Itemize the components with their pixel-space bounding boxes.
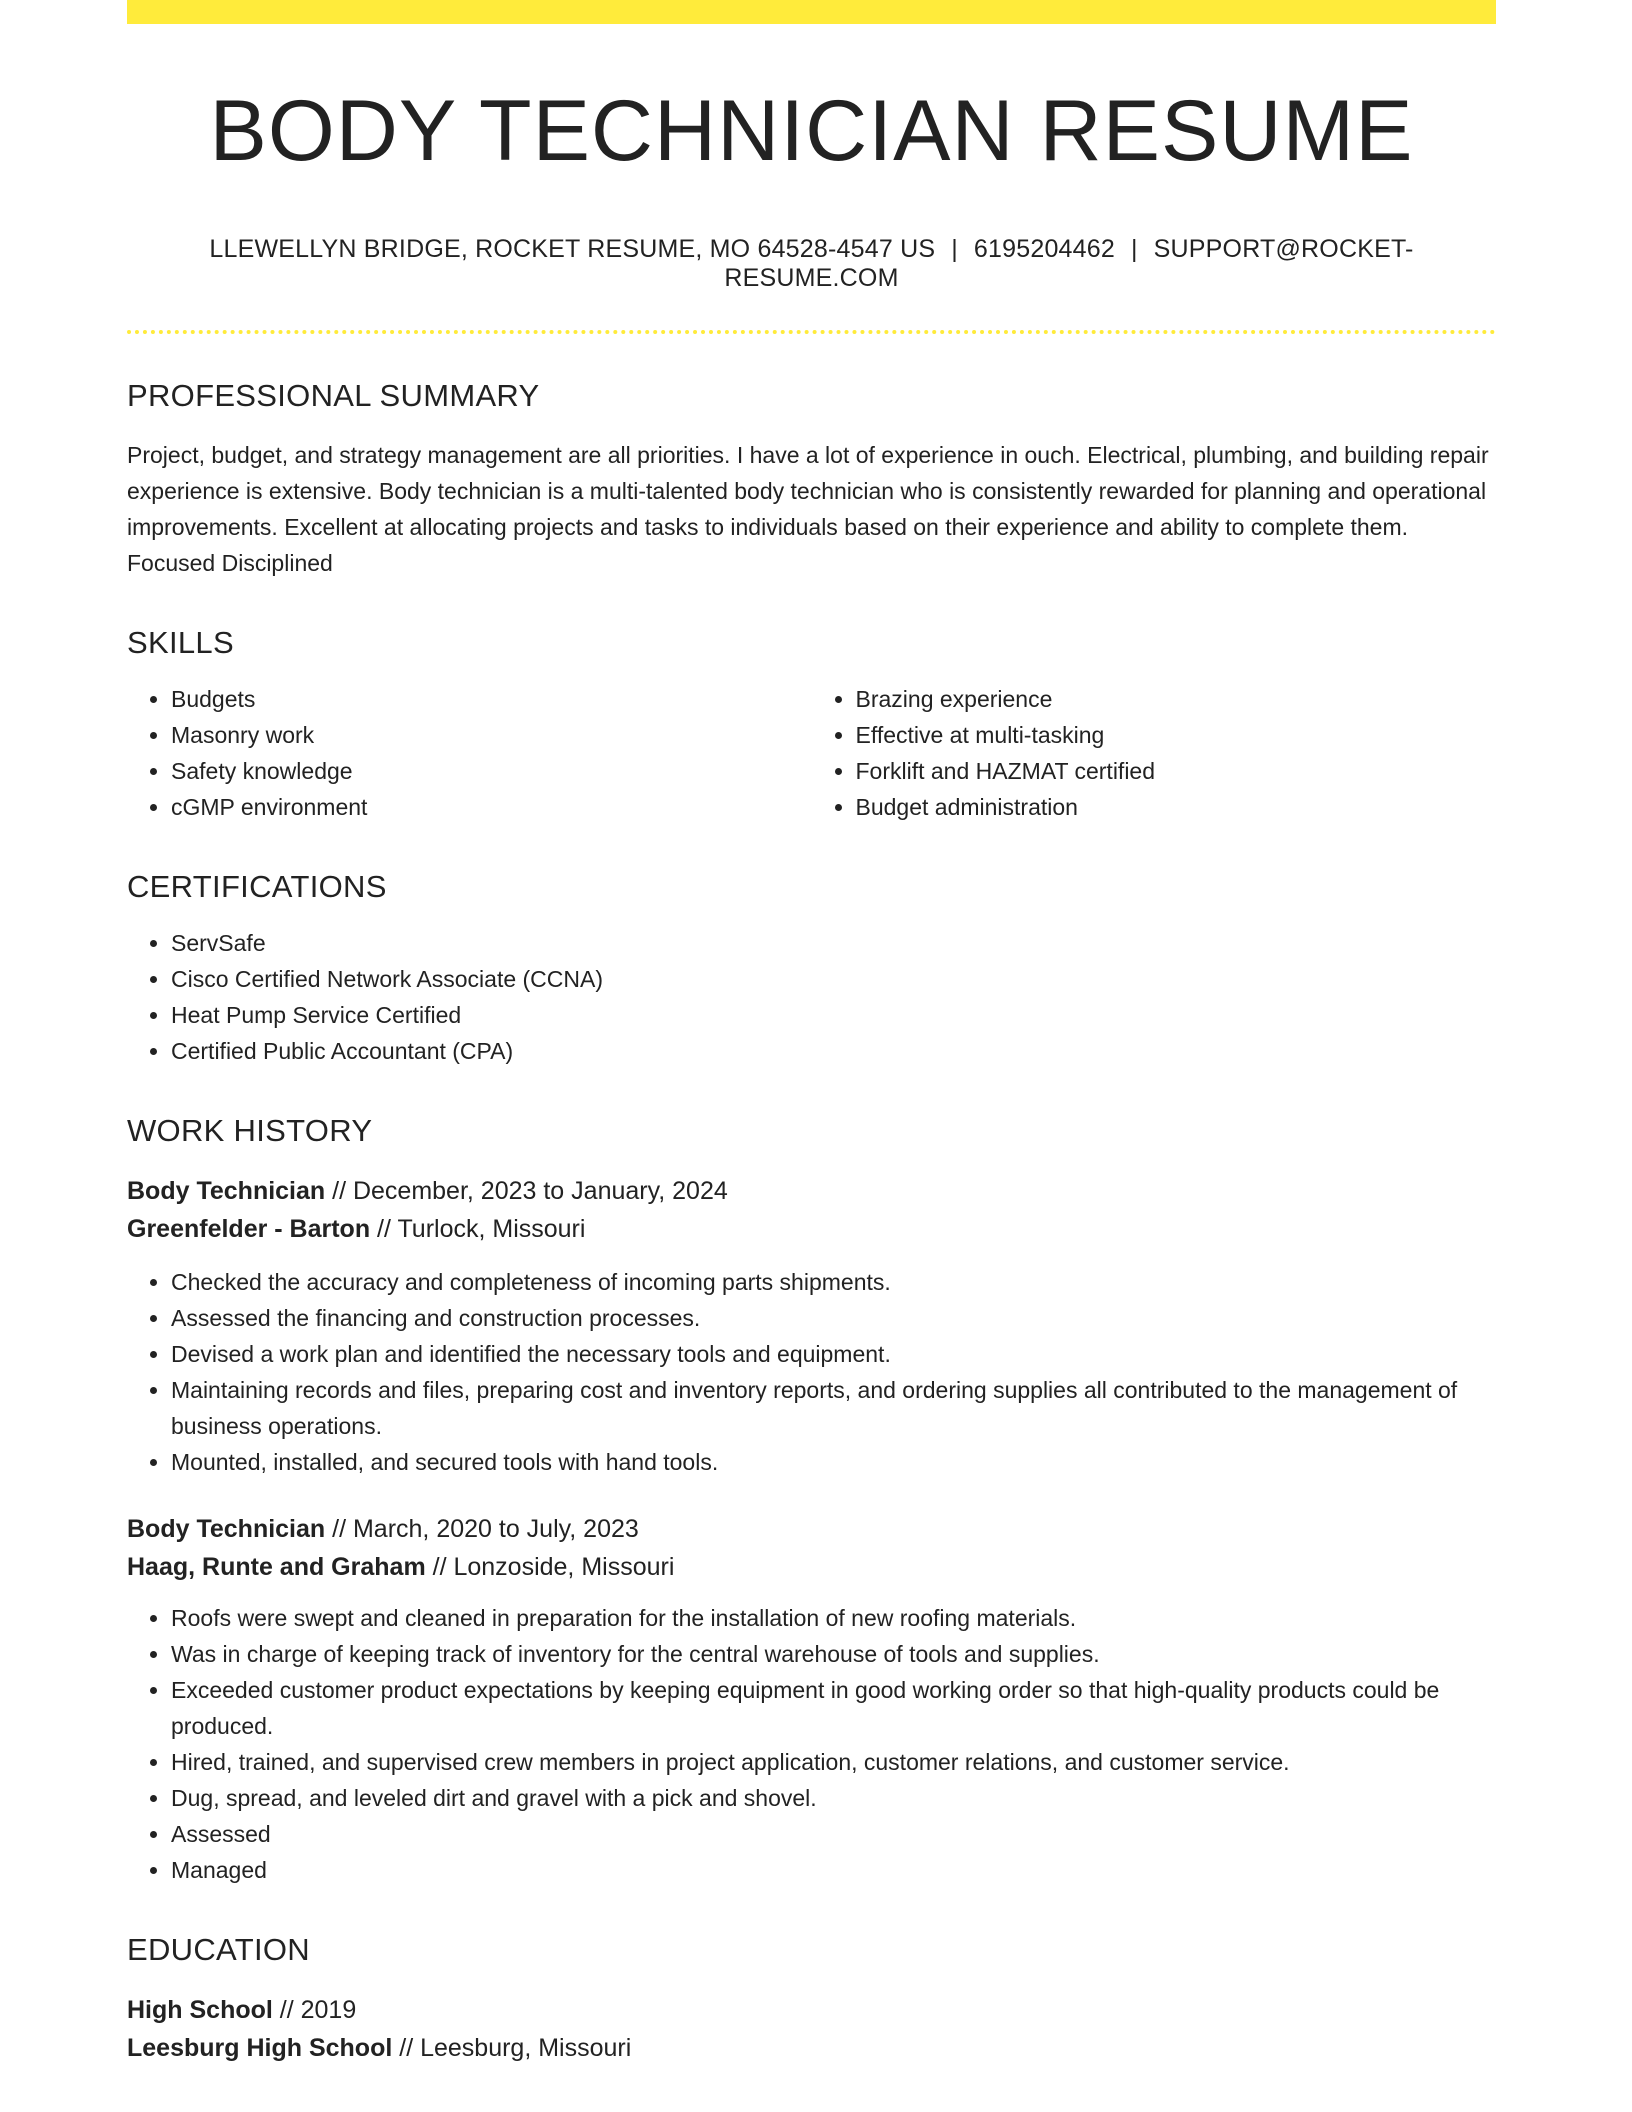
job-duty: • Assessed — [171, 1816, 1496, 1852]
job-duty: • Mounted, installed, and secured tools with hand tools. — [171, 1444, 1496, 1480]
resume-page — [127, 0, 1496, 2067]
contact-separator: | — [951, 234, 958, 263]
work-history-heading: WORK HISTORY — [127, 1112, 373, 1148]
job-title-line — [127, 1510, 1496, 1548]
job-duty: • Maintaining records and files, preparing cost and inventory reports, and ordering supplies all contributed to the management of business operations. — [171, 1372, 1496, 1444]
job-location: // Lonzoside, Missouri — [425, 1552, 675, 1581]
certifications-list — [127, 925, 1496, 1069]
education-heading: EDUCATION — [127, 1931, 310, 1967]
education-school: Leesburg High School — [127, 2033, 393, 2062]
summary-heading: PROFESSIONAL SUMMARY — [127, 377, 540, 413]
skills-list — [127, 661, 1496, 825]
skills-column-left — [127, 681, 812, 825]
contact-email: SUPPORT@ROCKET-RESUME.COM — [724, 234, 1414, 292]
job-duty: • Roofs were swept and cleaned in preparation for the installation of new roofing materials. — [171, 1600, 1496, 1636]
job-entry — [127, 1510, 1496, 1888]
education-degree: High School — [127, 1995, 273, 2024]
top-accent-bar — [127, 0, 1496, 24]
job-dates: // March, 2020 to July, 2023 — [325, 1514, 639, 1543]
job-company-line — [127, 1548, 1496, 1586]
summary-text: Project, budget, and strategy management are all priorities. I have a lot of experience in ouch. Electrical, plumbing, and building repair experience is extensive. Body technician is a multi-talented body technician who is consistently rewarded for planning and operational improvements. Excellent at allocating projects and tasks to individuals based on their experience and ability to complete them. Focused Disciplined — [127, 441, 1489, 576]
skill-item: • Masonry work — [171, 717, 812, 753]
resume-title: BODY TECHNICIAN RESUME — [209, 83, 1414, 179]
job-duty: • Dug, spread, and leveled dirt and gravel with a pick and shovel. — [171, 1780, 1496, 1816]
job-duty: • Exceeded customer product expectations by keeping equipment in good working order so that high-quality products could be produced. — [171, 1672, 1496, 1744]
certifications-heading: CERTIFICATIONS — [127, 868, 387, 904]
job-company: Greenfelder - Barton — [127, 1214, 371, 1243]
skills-heading: SKILLS — [127, 624, 234, 660]
skills-column-right — [812, 681, 1497, 825]
job-duties-list — [127, 1264, 1496, 1480]
contact-line — [127, 235, 1496, 293]
skill-item: • cGMP environment — [171, 789, 812, 825]
job-duty: • Devised a work plan and identified the necessary tools and equipment. — [171, 1336, 1496, 1372]
education-degree-line — [127, 1991, 1496, 2029]
job-duty: • Hired, trained, and supervised crew members in project application, customer relations, and customer service. — [171, 1744, 1496, 1780]
certification-item: • Heat Pump Service Certified — [171, 997, 1496, 1033]
skill-item: • Brazing experience — [856, 681, 1497, 717]
contact-phone: 6195204462 — [973, 234, 1115, 263]
skill-item: • Budgets — [171, 681, 812, 717]
dotted-divider — [127, 330, 1496, 334]
job-duty: • Checked the accuracy and completeness of incoming parts shipments. — [171, 1264, 1496, 1300]
contact-separator: | — [1130, 234, 1138, 263]
job-dates: // December, 2023 to January, 2024 — [325, 1176, 728, 1205]
skill-item: • Safety knowledge — [171, 753, 812, 789]
job-location: // Turlock, Missouri — [370, 1214, 586, 1243]
job-company-line — [127, 1210, 1496, 1248]
job-duty: • Managed — [171, 1852, 1496, 1888]
skill-item: • Effective at multi-tasking — [856, 717, 1497, 753]
job-entry — [127, 1172, 1496, 1480]
job-duties-list — [127, 1600, 1496, 1888]
job-company: Haag, Runte and Graham — [127, 1552, 426, 1581]
job-title-line — [127, 1172, 1496, 1210]
certification-item: • Cisco Certified Network Associate (CCNA) — [171, 961, 1496, 997]
skill-item: • Budget administration — [856, 789, 1497, 825]
education-location: // Leesburg, Missouri — [392, 2033, 632, 2062]
job-duty: • Assessed the financing and construction processes. — [171, 1300, 1496, 1336]
job-title: Body Technician — [127, 1176, 326, 1205]
job-duty: • Was in charge of keeping track of inventory for the central warehouse of tools and supplies. — [171, 1636, 1496, 1672]
certification-item: • Certified Public Accountant (CPA) — [171, 1033, 1496, 1069]
skill-item: • Forklift and HAZMAT certified — [856, 753, 1497, 789]
contact-address: LLEWELLYN BRIDGE, ROCKET RESUME, MO 64528-4547 US — [209, 234, 936, 263]
education-school-line — [127, 2029, 1496, 2067]
education-year: // 2019 — [272, 1995, 357, 2024]
job-title: Body Technician — [127, 1514, 326, 1543]
certification-item: • ServSafe — [171, 925, 1496, 961]
